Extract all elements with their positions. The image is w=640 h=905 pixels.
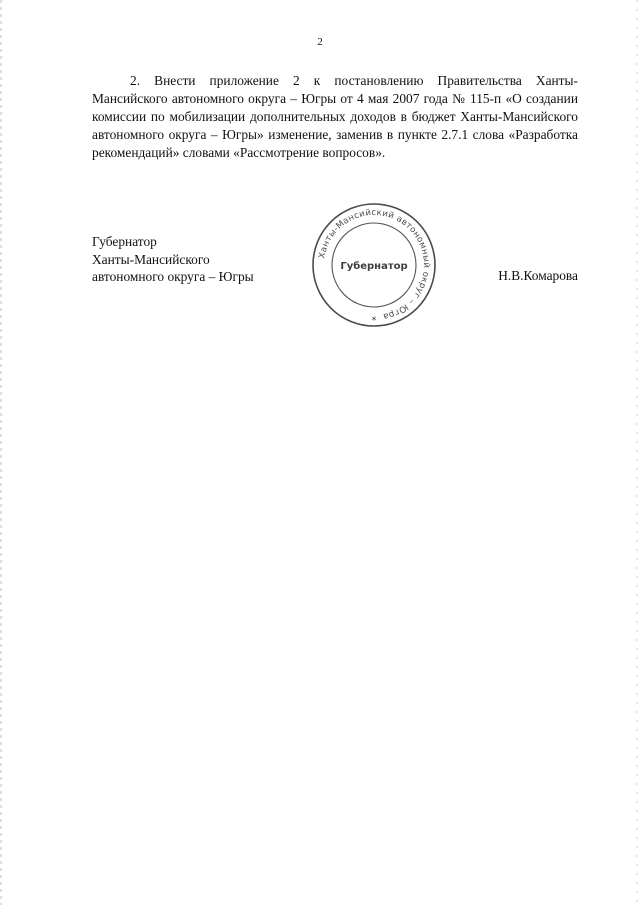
seal-stamp bbox=[306, 202, 442, 328]
amendment-paragraph: 2. Внести приложение 2 к постановлению Правительства Ханты-Мансийского автономного округа – Югры от 4 мая 2007 года № 115-п «О создании комиссии по мобилизации дополнительных доходов в бюджет Ханты-Мансийского автономного округа – Югры» изменение, заменив в пункте 2.7.1 слова «Разработка рекомендаций» словами «Рассмотрение вопросов». bbox=[92, 73, 578, 160]
seal-ring-text: Ханты-Мансийский автономный округ – Югра bbox=[317, 207, 432, 322]
signatory-title-block bbox=[92, 233, 254, 286]
scan-edge-right bbox=[636, 0, 638, 905]
signatory-name: Н.В.Комарова bbox=[498, 268, 578, 283]
seal-star: * bbox=[371, 316, 377, 326]
page-number: 2 bbox=[317, 36, 323, 48]
official-seal bbox=[306, 202, 442, 328]
seal-center-text: Губернатор bbox=[340, 261, 408, 272]
scan-edge-left bbox=[0, 0, 2, 905]
signatory-title-line-3: автономного округа – Югры bbox=[92, 269, 254, 284]
signatory-title-line-2: Ханты-Мансийского bbox=[92, 251, 210, 267]
signatory-title-line-1: Губернатор bbox=[92, 234, 157, 249]
